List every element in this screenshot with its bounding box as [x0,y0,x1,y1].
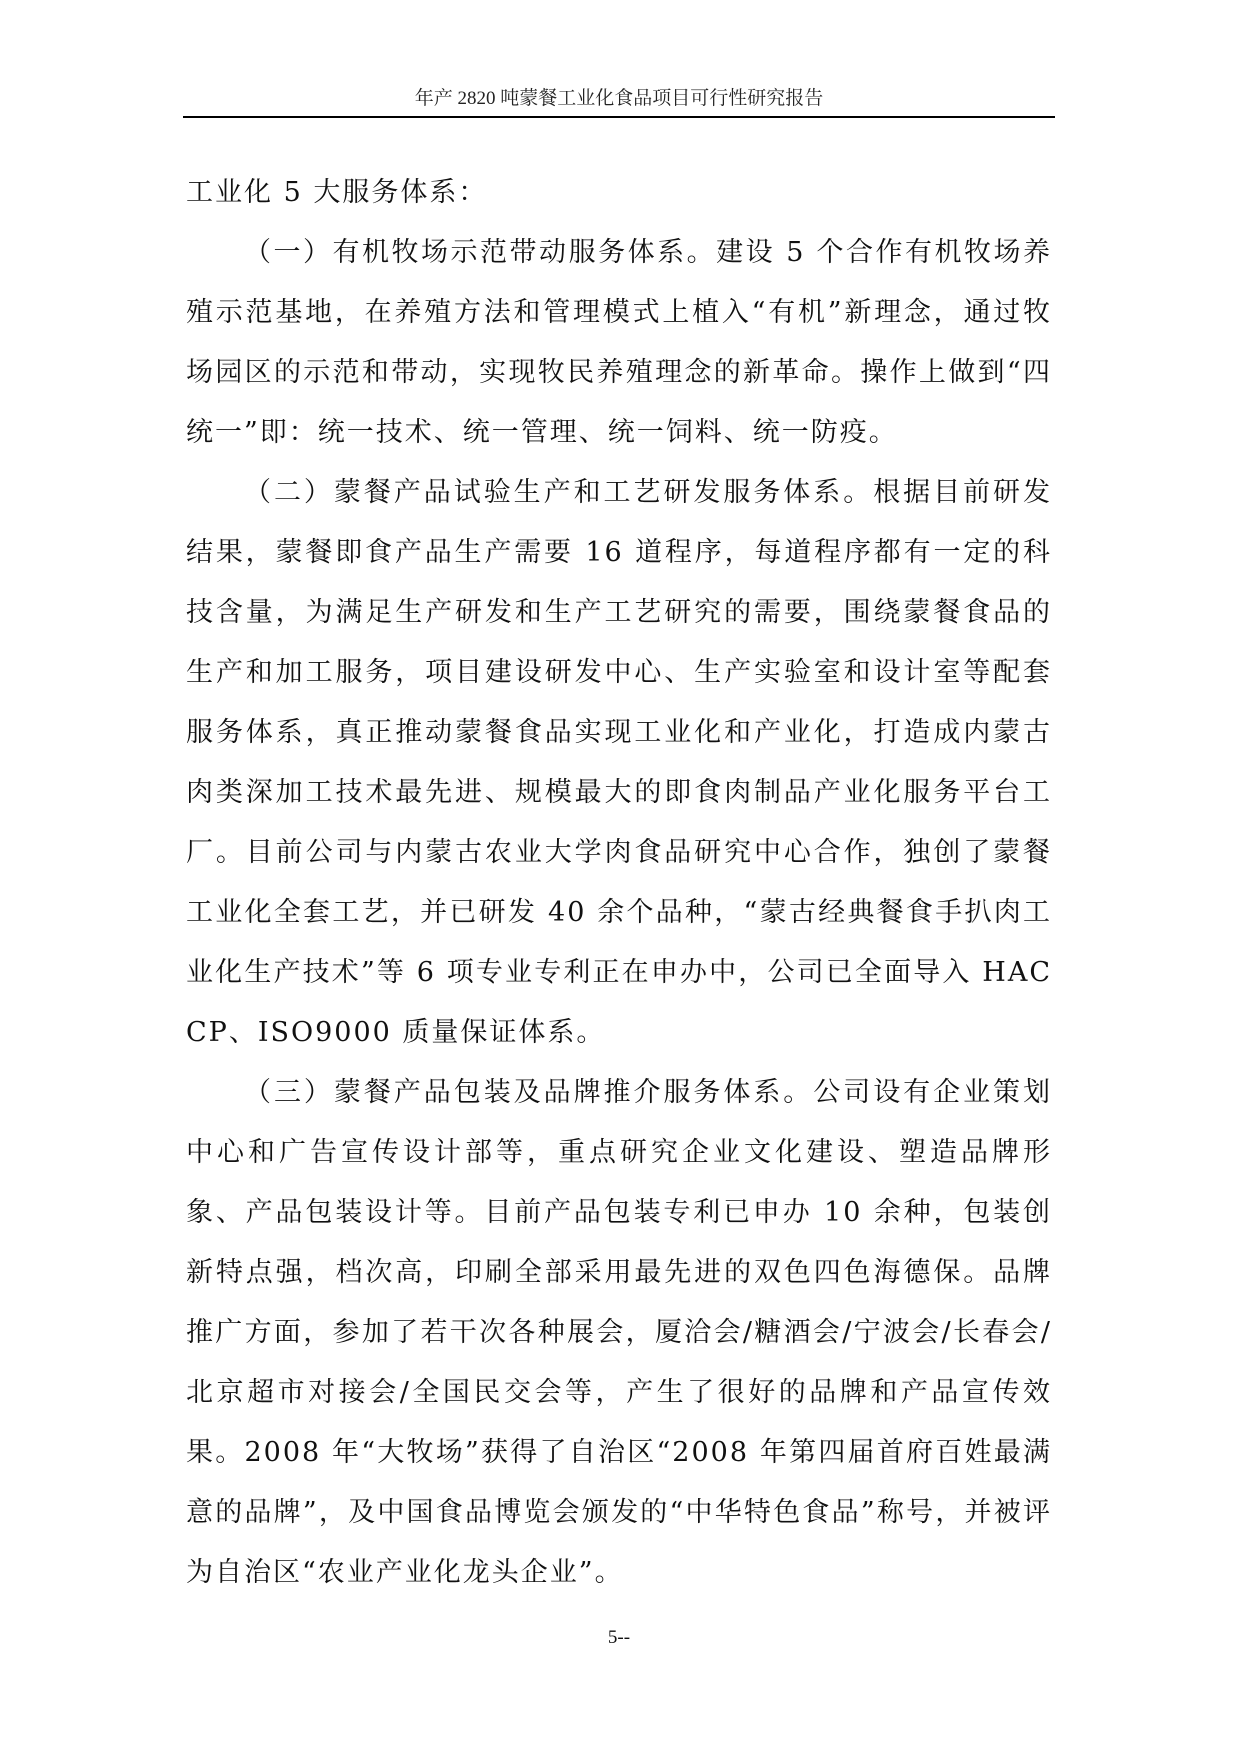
page-header-title: 年产 2820 吨蒙餐工业化食品项目可行性研究报告 [414,88,824,109]
page-number: 5-- [607,1627,631,1648]
header-divider [183,116,1055,118]
document-body [186,163,1052,1603]
paragraph-packaging-brand: （三）蒙餐产品包装及品牌推介服务体系。公司设有企业策划中心和广告宣传设计部等，重点研究企业文化建设、塑造品牌形象、产品包装设计等。目前产品包装专利已申办 10 余种，包装创新特点强，档次高，印刷全部采用最先进的双色四色海德保。品牌推广方面，参加了若干次各种展会，厦洽会/糖酒会/宁波会/长春会/北京超市对接会/全国民交会等，产生了很好的品牌和产品宣传效果。2008 年“大牧场”获得了自治区“2008 年第四届首府百姓最满意的品牌”，及中国食品博览会颁发的“中华特色食品”称号，并被评为自治区“农业产业化龙头企业”。 [186,1077,1052,1588]
paragraph-rnd-system: （二）蒙餐产品试验生产和工艺研发服务体系。根据目前研发结果，蒙餐即食产品生产需要 16 道程序，每道程序都有一定的科技含量，为满足生产研发和生产工艺研究的需要，围绕蒙餐食品的生产和加工服务，项目建设研发中心、生产实验室和设计室等配套服务体系，真正推动蒙餐食品实现工业化和产业化，打造成内蒙古肉类深加工技术最先进、规模最大的即食肉制品产业化服务平台工厂。目前公司与内蒙古农业大学肉食品研究中心合作，独创了蒙餐工业化全套工艺，并已研发 40 余个品种，“蒙古经典餐食手扒肉工业化生产技术”等 6 项专业专利正在申办中，公司已全面导入 HACCP、ISO9000 质量保证体系。 [186,477,1052,1048]
paragraph-organic-ranch: （一）有机牧场示范带动服务体系。建设 5 个合作有机牧场养殖示范基地，在养殖方法和管理模式上植入“有机”新理念，通过牧场园区的示范和带动，实现牧民养殖理念的新革命。操作上做到“四统一”即：统一技术、统一管理、统一饲料、统一防疫。 [186,237,1052,448]
section-intro-line: 工业化 5 大服务体系： [186,177,488,208]
